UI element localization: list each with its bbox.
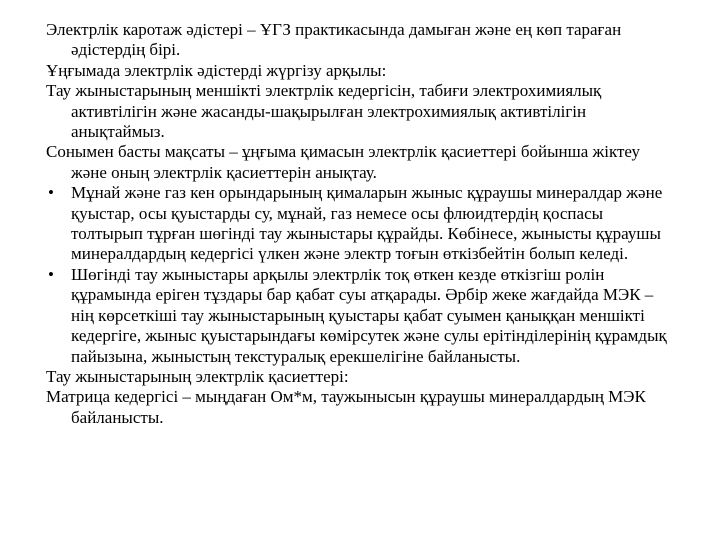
paragraph-matrix-resistance: Матрица кедергісі – мыңдаған Ом*м, таужынысын құраушы минералдардың МЭК байланысты. — [46, 387, 646, 427]
text-body — [46, 20, 678, 428]
paragraph-intro: Электрлік каротаж әдістері – ҰГЗ практикасында дамыған және ең көп тараған әдістердің бірі. — [46, 20, 622, 60]
bullet-icon: • — [48, 183, 54, 203]
bullet-item-sedimentary — [46, 265, 678, 367]
bullet-item-text: Мұнай және газ кен орындарының қималарын жыныс құраушы минералдар және қуыстар, осы қуыстарды су, мұнай, газ немесе осы флюидтердің қоспасы толтырып тұрған шөгінді тау жыныстары құрайды. Көбінесе, жынысты құраушы минералдардың кедергісі үлкен және электр тоғын өткізбейтін болып келеді. — [71, 183, 663, 264]
paragraph-methods-lead: Ұңғымада электрлік әдістерді жүргізу арқылы: — [46, 60, 387, 80]
bullet-item-text: Шөгінді тау жыныстары арқылы электрлік тоқ өткен кезде өткізгіш ролін құрамында еріген тұздары бар қабат суы атқарады. Әрбір жеке жағдайда МЭК – нің көрсеткіші тау жыныстарының қуыстары қабат суымен қаныққан меншікті кедергіге, жыныс қуыстарындағы көмірсутек және сулы ерітінділерінің құрамдық пайызына, жыныстың текстуралық ерекшелігіне байланысты. — [71, 264, 667, 366]
paragraph-main-goal: Сонымен басты мақсаты – ұңғыма қимасын электрлік қасиеттері бойынша жіктеу және оның электрлік қасиеттерін анықтау. — [46, 142, 641, 182]
paragraph-properties-heading: Тау жыныстарының электрлік қасиеттері: — [46, 366, 349, 386]
paragraph-resistivity: Тау жыныстарының меншікті электрлік кедергісін, табиғи электрохимиялық активтілігін және жасанды-шақырылған электрохимиялық активтілігін анықтаймыз. — [46, 81, 602, 142]
bullet-icon: • — [48, 264, 54, 284]
bullet-item-oil-gas — [46, 183, 678, 265]
